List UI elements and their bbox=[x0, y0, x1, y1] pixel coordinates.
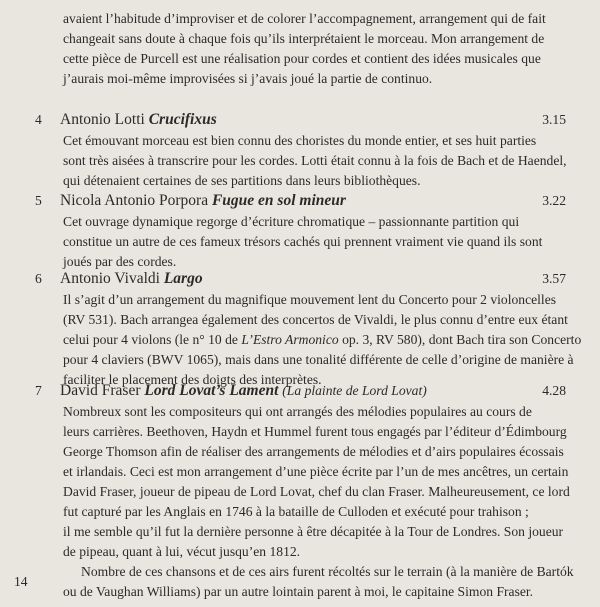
text-line: sont très aisées à transcrire pour les cordes. Lotti était connu à la fois de Bach et de Haendel, bbox=[63, 153, 567, 168]
text-line: celui pour 4 violons (le n° 10 de L’Estro Armonico op. 3, RV 580), dont Bach tira son Concerto bbox=[63, 332, 582, 347]
track-description bbox=[63, 290, 582, 390]
text-line: (RV 531). Bach arrangea également des concertos de Vivaldi, le plus connu d’entre eux étant bbox=[63, 312, 568, 327]
text-line: de pipeau, quant à lui, vécut jusqu’en 1812. bbox=[63, 544, 301, 559]
track-number: 6 bbox=[35, 271, 42, 286]
work-reference: L’Estro Armonico bbox=[241, 332, 339, 347]
track-number: 5 bbox=[35, 193, 42, 208]
text-line: constitue un autre de ces fameux trésors cachés qui prennent vraiment vie quand ils sont bbox=[63, 234, 543, 249]
text-line: leurs carrières. Beethoven, Haydn et Hummel furent tous engagés par l’éditeur d’Édimbourg bbox=[63, 424, 567, 439]
text-line: Nombre de ces chansons et de ces airs furent récoltés sur le terrain (à la manière de Bartók bbox=[81, 564, 574, 579]
text-line: David Fraser, joueur de pipeau de Lord Lovat, chef du clan Fraser. Malheureusement, ce lord bbox=[63, 484, 570, 499]
track-heading bbox=[60, 111, 217, 129]
page-number: 14 bbox=[14, 574, 28, 589]
work-title: Largo bbox=[163, 270, 203, 287]
track-description bbox=[63, 402, 574, 602]
text-line: fut capturé par les Anglais en 1746 à la bataille de Culloden et exécuté pour trahison ; bbox=[63, 504, 529, 519]
track-heading bbox=[60, 270, 203, 288]
track-number: 7 bbox=[35, 383, 42, 398]
text-line: Il s’agit d’un arrangement du magnifique mouvement lent du Concerto pour 2 violoncelles bbox=[63, 292, 557, 307]
track-duration: 3.22 bbox=[542, 193, 566, 208]
track-heading bbox=[60, 192, 346, 210]
text-line: avaient l’habitude d’improviser et de colorer l’accompagnement, arrangement qui de fait bbox=[63, 11, 546, 26]
text-line: changeait sans doute à chaque fois qu’ils interprétaient le morceau. Mon arrangement de bbox=[63, 31, 545, 46]
track-duration: 3.15 bbox=[542, 112, 566, 127]
track-number: 4 bbox=[35, 112, 42, 127]
text-line: j’aurais moi-même improvisées si j’avais joué la partie de continuo. bbox=[63, 71, 433, 86]
composer-name: David Fraser bbox=[60, 382, 141, 399]
track-duration: 4.28 bbox=[542, 383, 566, 398]
work-title: Crucifixus bbox=[148, 111, 217, 128]
track-description bbox=[63, 131, 568, 191]
track-heading bbox=[60, 382, 427, 400]
text-line: Cet ouvrage dynamique regorge d’écriture chromatique – passionnante partition qui bbox=[63, 214, 520, 229]
work-title: Fugue en sol mineur bbox=[211, 192, 346, 209]
track-duration: 3.57 bbox=[542, 271, 566, 286]
work-title: Lord Lovat’s Lament bbox=[144, 382, 279, 399]
text-line: qui détenaient certaines de ses partitions dans leurs bibliothèques. bbox=[63, 173, 421, 188]
text-line: cette pièce de Purcell est une réalisation pour cordes et contient des idées musicales que bbox=[63, 51, 541, 66]
text-line: ou de Vaughan Williams) par un autre lointain parent à moi, le capitaine Simon Fraser. bbox=[63, 584, 534, 599]
text-line: pour 4 claviers (BWV 1065), mais dans une tonalité différente de celle d’origine de manière à bbox=[63, 352, 574, 367]
composer-name: Antonio Vivaldi bbox=[60, 270, 160, 287]
track-description bbox=[63, 212, 568, 272]
work-subtitle: (La plainte de Lord Lovat) bbox=[282, 383, 427, 398]
text-line: George Thomson afin de réaliser des arrangements de mélodies et d’airs populaires écossais bbox=[63, 444, 564, 459]
text-line: joués par des cordes. bbox=[63, 254, 177, 269]
text-line: faciliter le placement des doigts des interprètes. bbox=[63, 372, 322, 387]
text-line: Nombreux sont les compositeurs qui ont arrangés des mélodies populaires au cours de bbox=[63, 404, 532, 419]
text-line: il me semble qu’il fut la dernière personne à être décapitée à la Tour de Londres. Son joueur bbox=[63, 524, 564, 539]
composer-name: Nicola Antonio Porpora bbox=[60, 192, 209, 209]
text-line: Cet émouvant morceau est bien connu des choristes du monde entier, et ses huit parties bbox=[63, 133, 537, 148]
intro-paragraph bbox=[63, 9, 563, 89]
text-line: et irlandais. Ceci est mon arrangement d’une pièce écrite par l’un de mes ancêtres, un certain bbox=[63, 464, 569, 479]
composer-name: Antonio Lotti bbox=[60, 111, 145, 128]
